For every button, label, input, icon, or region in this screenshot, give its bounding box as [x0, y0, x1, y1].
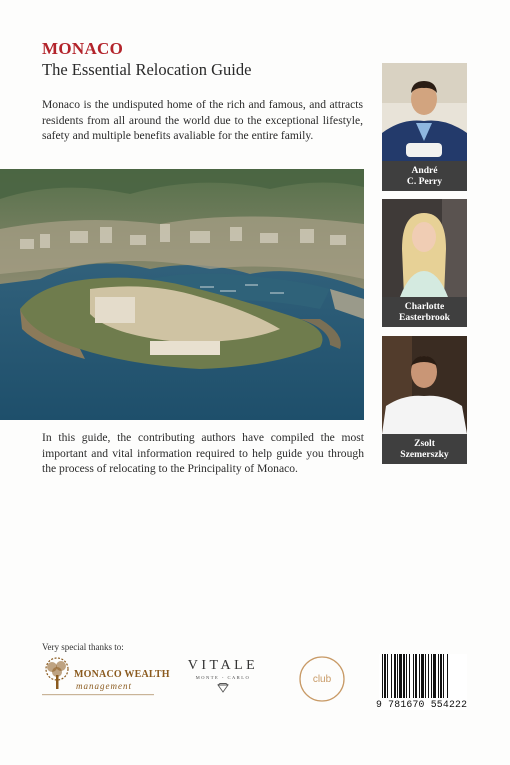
- barcode-bar: [384, 654, 386, 698]
- barcode-bar: [413, 654, 414, 698]
- author-photo: [382, 336, 467, 434]
- vitale-name: VITALE: [187, 658, 259, 673]
- barcode-bar: [391, 654, 392, 698]
- barcode-bar: [409, 654, 410, 698]
- cover-subtitle: The Essential Relocation Guide: [42, 60, 252, 79]
- author-caption: [382, 434, 467, 464]
- monaco-wealth-logo: [42, 657, 170, 699]
- vitale-sub: MONTE - CARLO: [195, 675, 251, 680]
- author-caption: [382, 161, 467, 191]
- author-last-name: C. Perry: [406, 176, 443, 187]
- monaco-wealth-sub: management: [76, 681, 132, 691]
- barcode-bar: [433, 654, 436, 698]
- vitale-logo: [180, 658, 266, 698]
- barcode-bar: [443, 654, 444, 698]
- club-name: club: [312, 674, 332, 685]
- barcode-bar: [438, 654, 439, 698]
- monaco-wealth-tagline: [42, 693, 154, 698]
- barcode-bar: [382, 654, 383, 698]
- author-card: [382, 336, 467, 464]
- author-caption: [382, 297, 467, 327]
- author-first-name: Charlotte: [404, 300, 445, 312]
- barcode-bar: [425, 654, 426, 698]
- barcode-bar: [428, 654, 429, 698]
- diamond-icon: [216, 683, 230, 693]
- author-last-name: Szemerszky: [400, 449, 449, 460]
- author-card: [382, 199, 467, 327]
- guide-description: In this guide, the contributing authors have compiled the most important and vital information required to help guide you through the process of relocating to the Principality of Monaco.: [42, 431, 364, 476]
- barcode-bar: [394, 654, 396, 698]
- barcode-bar: [397, 654, 398, 698]
- barcode-bar: [419, 654, 420, 698]
- author-card: [382, 63, 467, 191]
- author-first-name: André: [411, 164, 438, 176]
- barcode-bar: [403, 654, 405, 698]
- intro-paragraph: Monaco is the undisputed home of the rich and famous, and attracts residents from all around the world due to the exceptional lifestyle, safety and multiple benefits avaliable for the entire family.: [42, 98, 363, 143]
- author-first-name: Zsolt: [414, 437, 435, 449]
- barcode-bar: [431, 654, 432, 698]
- barcode-bar: [387, 654, 388, 698]
- barcode-bar: [415, 654, 417, 698]
- author-last-name: Easterbrook: [399, 312, 450, 323]
- barcode-bar: [406, 654, 407, 698]
- club-logo: [298, 655, 346, 703]
- barcode-bar: [447, 654, 448, 698]
- barcode-bar: [440, 654, 442, 698]
- tree-icon: [42, 657, 72, 691]
- barcode-bar: [399, 654, 402, 698]
- cover-title: MONACO: [42, 39, 124, 58]
- author-photo: [382, 63, 467, 161]
- barcode-bar: [421, 654, 424, 698]
- isbn-number: 9 781670 554222: [376, 699, 468, 710]
- author-photo: [382, 199, 467, 297]
- monaco-wealth-name: MONACO WEALTH: [74, 669, 170, 680]
- thanks-label: Very special thanks to:: [42, 642, 124, 652]
- monaco-aerial-photo: [0, 169, 364, 420]
